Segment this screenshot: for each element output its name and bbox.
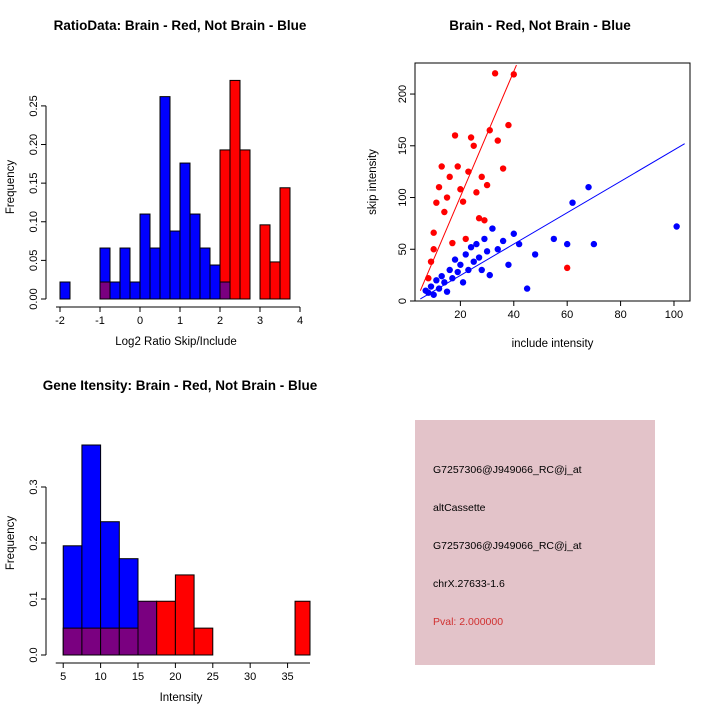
gene-histogram-panel [0, 360, 360, 720]
scatter-x-axis [415, 301, 690, 321]
histogram-bar [200, 248, 210, 299]
histogram-bar [180, 163, 190, 299]
histogram-bar-overlap [138, 601, 157, 655]
scatter-point [452, 132, 458, 138]
scatter-point [500, 238, 506, 244]
scatter-point [447, 174, 453, 180]
event-type-line: altCassette [433, 502, 486, 514]
scatter-point [487, 127, 493, 133]
scatter-point [481, 236, 487, 242]
histogram-bar [270, 262, 280, 299]
scatter-point [569, 199, 575, 205]
histogram-bar [220, 150, 230, 299]
histogram-bar [280, 188, 290, 299]
scatter-point [436, 285, 442, 291]
histogram-bar [130, 282, 140, 299]
scatter-point [430, 292, 436, 298]
scatter-point [441, 279, 447, 285]
histogram-bar [260, 225, 270, 299]
scatter-point [471, 258, 477, 264]
scatter-point [673, 223, 679, 229]
scatter-point [460, 198, 466, 204]
scatter-point [438, 163, 444, 169]
svg-text:200: 200 [397, 84, 409, 104]
svg-text:35: 35 [281, 671, 294, 683]
pval-line: Pval: 2.000000 [433, 616, 504, 628]
scatter-point [444, 288, 450, 294]
svg-text:-2: -2 [55, 315, 65, 327]
svg-text:3: 3 [256, 315, 264, 327]
svg-text:0.00: 0.00 [28, 288, 40, 310]
svg-text:0: 0 [397, 297, 409, 305]
scatter-point [428, 283, 434, 289]
svg-text:0.2: 0.2 [28, 535, 40, 551]
ratio-x-axis-label: Log2 Ratio Skip/Include [115, 336, 237, 348]
svg-text:15: 15 [131, 671, 145, 683]
ratio-histogram-panel [0, 0, 360, 360]
svg-text:1: 1 [176, 315, 184, 327]
histogram-bar [190, 214, 200, 299]
histogram-bar-overlap [220, 282, 230, 299]
scatter-point [484, 182, 490, 188]
svg-text:2: 2 [216, 315, 224, 327]
histogram-bar [175, 575, 194, 655]
ratio-histogram-bars [60, 80, 290, 299]
ratio-histogram-title: RatioData: Brain - Red, Not Brain - Blue [53, 18, 307, 33]
svg-text:0.3: 0.3 [28, 479, 40, 495]
scatter-point [564, 241, 570, 247]
scatter-point [551, 236, 557, 242]
scatter-point [449, 275, 455, 281]
histogram-bar [160, 97, 170, 299]
scatter-point [433, 199, 439, 205]
scatter-point [564, 265, 570, 271]
scatter-point [516, 241, 522, 247]
scatter-panel [360, 0, 720, 360]
svg-text:-1: -1 [95, 315, 105, 327]
scatter-point [532, 251, 538, 257]
scatter-point [487, 272, 493, 278]
scatter-point [468, 244, 474, 250]
histogram-bar [295, 601, 310, 655]
scatter-point [492, 70, 498, 76]
svg-text:0.10: 0.10 [28, 211, 40, 233]
gene-y-axis [28, 479, 46, 662]
svg-text:0.05: 0.05 [28, 249, 40, 272]
info-panel [360, 360, 720, 720]
svg-text:20: 20 [169, 671, 182, 683]
scatter-plot-box [415, 63, 690, 301]
scatter-point [500, 165, 506, 171]
scatter-point [495, 246, 501, 252]
scatter-point [524, 285, 530, 291]
scatter-point [511, 71, 517, 77]
scatter-point [455, 269, 461, 275]
svg-text:0.1: 0.1 [28, 591, 40, 607]
scatter-point [455, 163, 461, 169]
histogram-bar [82, 445, 101, 655]
scatter-y-axis-label: skip intensity [367, 149, 379, 215]
probeset-id-line-1: G7257306@J949066_RC@j_at [433, 464, 582, 476]
scatter-point [585, 184, 591, 190]
scatter-point [505, 122, 511, 128]
histogram-bar-overlap [100, 282, 110, 299]
ratio-x-axis [55, 307, 303, 327]
scatter-point [460, 279, 466, 285]
svg-text:40: 40 [507, 309, 520, 321]
histogram-bar [240, 150, 250, 299]
scatter-y-axis [397, 63, 415, 304]
scatter-point [463, 236, 469, 242]
scatter-point [471, 143, 477, 149]
gene-x-axis-label: Intensity [159, 692, 203, 704]
scatter-x-axis-label: include intensity [511, 338, 594, 350]
histogram-bar [170, 231, 180, 299]
scatter-point [484, 248, 490, 254]
histogram-bar-overlap [82, 628, 101, 655]
svg-text:0.25: 0.25 [28, 95, 40, 117]
scatter-point [428, 258, 434, 264]
gene-y-axis-label: Frequency [5, 515, 17, 571]
svg-text:10: 10 [94, 671, 107, 683]
svg-text:5: 5 [60, 671, 67, 683]
svg-text:30: 30 [244, 671, 257, 683]
scatter-point [468, 134, 474, 140]
svg-text:100: 100 [664, 309, 684, 321]
svg-text:25: 25 [206, 671, 219, 683]
scatter-point [452, 256, 458, 262]
scatter-point [447, 267, 453, 273]
histogram-bar-overlap [101, 628, 120, 655]
scatter-point [433, 277, 439, 283]
probeset-id-line-2: G7257306@J949066_RC@j_at [433, 540, 582, 552]
ratio-y-axis-label: Frequency [5, 159, 17, 215]
scatter-point [444, 194, 450, 200]
histogram-bar [110, 282, 120, 299]
gene-histogram-plot [0, 393, 360, 713]
svg-text:0.20: 0.20 [28, 133, 40, 156]
scatter-point [465, 168, 471, 174]
scatter-point [479, 174, 485, 180]
scatter-point [591, 241, 597, 247]
scatter-point [479, 267, 485, 273]
scatter-title: Brain - Red, Not Brain - Blue [449, 18, 631, 33]
ratio-y-axis [28, 95, 46, 310]
scatter-point [481, 217, 487, 223]
locus-line: chrX.27633-1.6 [433, 578, 505, 590]
histogram-bar [194, 628, 213, 655]
regression-line [420, 65, 516, 291]
histogram-bar [210, 265, 220, 299]
svg-text:0: 0 [136, 315, 144, 327]
scatter-point [430, 230, 436, 236]
svg-text:4: 4 [296, 315, 304, 327]
scatter-point [476, 254, 482, 260]
histogram-bar [120, 248, 130, 299]
svg-text:0.15: 0.15 [28, 172, 40, 194]
scatter-point [438, 273, 444, 279]
annotation-box [415, 420, 655, 665]
histogram-bar [140, 214, 150, 299]
scatter-point [463, 251, 469, 257]
scatter-point [473, 189, 479, 195]
scatter-point [436, 184, 442, 190]
scatter-point [457, 186, 463, 192]
scatter-point [495, 137, 501, 143]
scatter-point [430, 246, 436, 252]
ratio-histogram-plot [0, 33, 360, 353]
svg-text:100: 100 [397, 188, 409, 207]
svg-text:80: 80 [614, 309, 627, 321]
histogram-bar [157, 601, 176, 655]
svg-text:60: 60 [561, 309, 574, 321]
scatter-point [425, 275, 431, 281]
histogram-bar-overlap [63, 628, 82, 655]
histogram-bar [150, 248, 160, 299]
scatter-point [449, 240, 455, 246]
scatter-point [441, 209, 447, 215]
gene-histogram-title: Gene Itensity: Brain - Red, Not Brain - Blue [42, 378, 318, 393]
scatter-point [473, 241, 479, 247]
svg-text:20: 20 [454, 309, 467, 321]
scatter-point [489, 225, 495, 231]
histogram-bar [60, 282, 70, 299]
gene-histogram-bars [63, 445, 310, 655]
scatter-point [505, 262, 511, 268]
scatter-point [465, 267, 471, 273]
svg-text:50: 50 [397, 243, 409, 256]
scatter-point [511, 231, 517, 237]
histogram-bar [230, 80, 240, 299]
scatter-point [457, 262, 463, 268]
scatter-plot [360, 33, 720, 353]
svg-text:0.0: 0.0 [28, 647, 40, 663]
gene-x-axis [56, 663, 310, 683]
histogram-bar-overlap [119, 628, 138, 655]
scatter-content [420, 65, 684, 299]
svg-text:150: 150 [397, 136, 409, 155]
